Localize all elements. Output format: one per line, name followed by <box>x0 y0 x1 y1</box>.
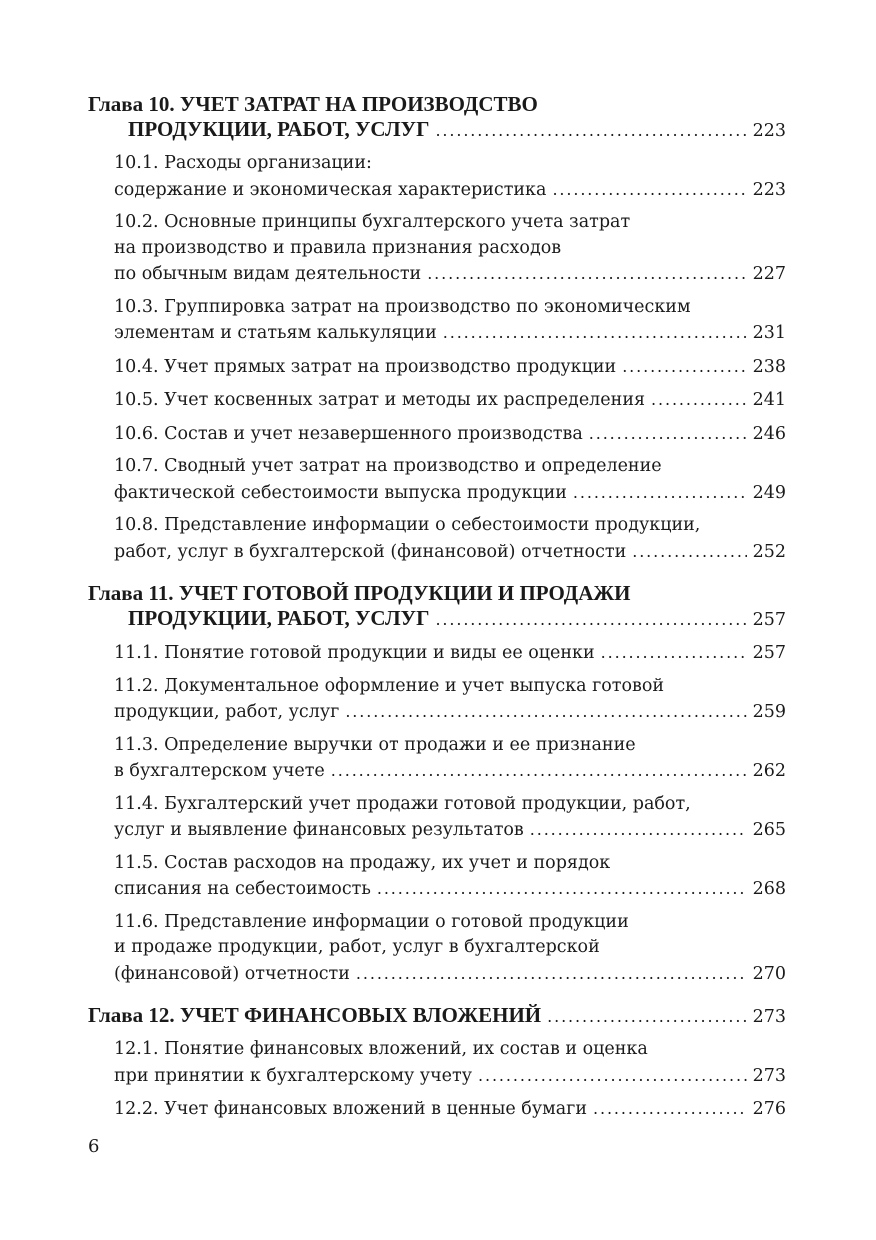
section-title-last-line <box>114 758 786 785</box>
chapter-title-page-number: 273 <box>752 1007 786 1027</box>
dot-leader <box>443 320 747 346</box>
chapter-title-text: ПРОДУКЦИИ, РАБОТ, УСЛУГ <box>128 117 430 141</box>
toc-entry <box>114 733 786 785</box>
dot-leader <box>427 261 746 287</box>
toc-entry <box>114 421 786 448</box>
section-title-last-line <box>114 1096 786 1123</box>
section-title-line: 10.1. Расходы организации: <box>114 153 372 173</box>
section-title-last-line <box>114 480 786 507</box>
section-title-text: работ, услуг в бухгалтерской (финансовой) отчетности <box>114 541 627 562</box>
chapter-block <box>88 92 786 565</box>
section-title-text: по обычным видам деятельности <box>114 264 422 284</box>
toc-entry <box>114 1037 786 1089</box>
chapter-title-last-line <box>88 606 786 633</box>
section-title-text: содержание и экономическая характеристика <box>114 179 547 200</box>
section-title-last-line <box>114 421 786 448</box>
page-number: 6 <box>88 1136 100 1157</box>
section-title-last-line <box>114 354 786 381</box>
section-title-line: 11.4. Бухгалтерский учет продажи готовой продукции, работ, <box>114 793 691 814</box>
section-title-line: на производство и правила признания расходов <box>114 237 562 258</box>
section-title-page-number: 238 <box>752 356 786 377</box>
chapter-heading <box>88 92 786 144</box>
chapter-heading <box>88 1003 786 1030</box>
section-title-page-number: 270 <box>752 963 786 984</box>
section-title-line: и продаже продукции, работ, услуг в бухгалтерской <box>114 937 600 957</box>
section-title-page-number: 265 <box>752 820 786 840</box>
dot-leader <box>601 640 747 666</box>
dot-leader <box>345 699 746 725</box>
section-title-last-line <box>114 640 786 667</box>
dot-leader <box>435 607 746 632</box>
section-title-last-line <box>114 876 786 903</box>
dot-leader <box>478 1063 747 1089</box>
toc-entry <box>114 792 786 844</box>
dot-leader <box>547 1004 746 1029</box>
toc-entry <box>114 910 786 988</box>
section-title-last-line <box>114 961 786 988</box>
section-title-last-line <box>114 699 786 726</box>
dot-leader <box>530 817 747 843</box>
chapter-title-line: Глава 11. УЧЕТ ГОТОВОЙ ПРОДУКЦИИ И ПРОДАЖИ <box>88 581 631 605</box>
section-title-page-number: 262 <box>752 761 786 781</box>
section-title-last-line <box>114 177 786 204</box>
section-title-page-number: 257 <box>752 643 786 663</box>
section-title-page-number: 241 <box>752 390 786 410</box>
section-title-line: 11.3. Определение выручки от продажи и ее признание <box>114 734 636 755</box>
dot-leader <box>593 1096 747 1122</box>
section-title-page-number: 223 <box>752 179 786 200</box>
chapter-title-last-line <box>88 1003 786 1030</box>
chapter-title-page-number: 257 <box>752 610 786 630</box>
toc-entry <box>114 851 786 903</box>
toc-entry <box>114 295 786 347</box>
chapter-title-line: Глава 10. УЧЕТ ЗАТРАТ НА ПРОИЗВОДСТВО <box>88 92 538 116</box>
dot-leader <box>377 876 747 902</box>
dot-leader <box>356 961 747 987</box>
section-title-last-line <box>114 1063 786 1090</box>
section-title-text: при принятии к бухгалтерскому учету <box>114 1065 473 1086</box>
table-of-contents <box>88 92 786 1123</box>
dot-leader <box>632 539 746 565</box>
chapter-title-text: Глава 12. УЧЕТ ФИНАНСОВЫХ ВЛОЖЕНИЙ <box>88 1003 542 1027</box>
section-title-last-line <box>114 387 786 414</box>
dot-leader <box>651 387 747 413</box>
dot-leader <box>435 118 746 143</box>
section-title-page-number: 231 <box>752 323 786 343</box>
toc-entry <box>114 640 786 667</box>
section-title-text: фактической себестоимости выпуска продукции <box>114 482 567 503</box>
section-title-text: 10.5. Учет косвенных затрат и методы их распределения <box>114 390 646 410</box>
section-title-last-line <box>114 817 786 844</box>
chapter-block <box>88 1003 786 1123</box>
toc-entry <box>114 1096 786 1123</box>
dot-leader <box>589 421 747 447</box>
dot-leader <box>573 480 747 506</box>
toc-entry <box>114 354 786 381</box>
chapter-block <box>88 581 786 987</box>
section-title-text: 10.4. Учет прямых затрат на производство продукции <box>114 356 617 377</box>
section-title-page-number: 252 <box>752 541 786 562</box>
section-title-line: 11.6. Представление информации о готовой продукции <box>114 911 629 932</box>
section-title-last-line <box>114 539 786 566</box>
toc-entry <box>114 454 786 506</box>
section-title-text: элементам и статьям калькуляции <box>114 323 437 343</box>
section-title-line: 10.2. Основные принципы бухгалтерского учета затрат <box>114 212 631 232</box>
section-title-line: 10.8. Представление информации о себестоимости продукции, <box>114 515 701 535</box>
section-title-page-number: 249 <box>752 482 786 503</box>
section-title-page-number: 268 <box>752 879 786 899</box>
section-title-text: (финансовой) отчетности <box>114 963 350 984</box>
section-title-last-line <box>114 261 786 288</box>
toc-entry <box>114 151 786 203</box>
toc-entry <box>114 387 786 414</box>
toc-entry <box>114 674 786 726</box>
toc-entry <box>114 513 786 565</box>
section-title-page-number: 273 <box>752 1065 786 1086</box>
section-title-line: 10.3. Группировка затрат на производство по экономическим <box>114 296 691 317</box>
section-title-last-line <box>114 320 786 347</box>
dot-leader <box>331 758 747 784</box>
section-title-line: 10.7. Сводный учет затрат на производство и определение <box>114 456 662 476</box>
chapter-title-page-number: 223 <box>752 121 786 141</box>
dot-leader <box>552 177 746 203</box>
section-title-line: 11.5. Состав расходов на продажу, их учет и порядок <box>114 852 611 873</box>
section-title-page-number: 259 <box>752 702 786 722</box>
section-title-page-number: 227 <box>752 264 786 284</box>
section-title-text: продукции, работ, услуг <box>114 702 340 722</box>
toc-entry <box>114 210 786 288</box>
section-title-text: 11.1. Понятие готовой продукции и виды ее оценки <box>114 643 595 663</box>
section-title-line: 11.2. Документальное оформление и учет выпуска готовой <box>114 675 665 696</box>
section-title-text: 10.6. Состав и учет незавершенного производства <box>114 423 583 444</box>
section-title-text: в бухгалтерском учете <box>114 761 325 781</box>
section-title-line: 12.1. Понятие финансовых вложений, их состав и оценка <box>114 1039 648 1059</box>
section-title-page-number: 276 <box>752 1099 786 1119</box>
dot-leader <box>622 354 746 380</box>
section-title-text: услуг и выявление финансовых результатов <box>114 820 524 840</box>
section-title-text: 12.2. Учет финансовых вложений в ценные бумаги <box>114 1099 588 1119</box>
chapter-heading <box>88 581 786 633</box>
chapter-title-last-line <box>88 117 786 144</box>
section-title-page-number: 246 <box>752 423 786 444</box>
chapter-title-text: ПРОДУКЦИИ, РАБОТ, УСЛУГ <box>128 606 430 630</box>
section-title-text: списания на себестоимость <box>114 879 371 899</box>
